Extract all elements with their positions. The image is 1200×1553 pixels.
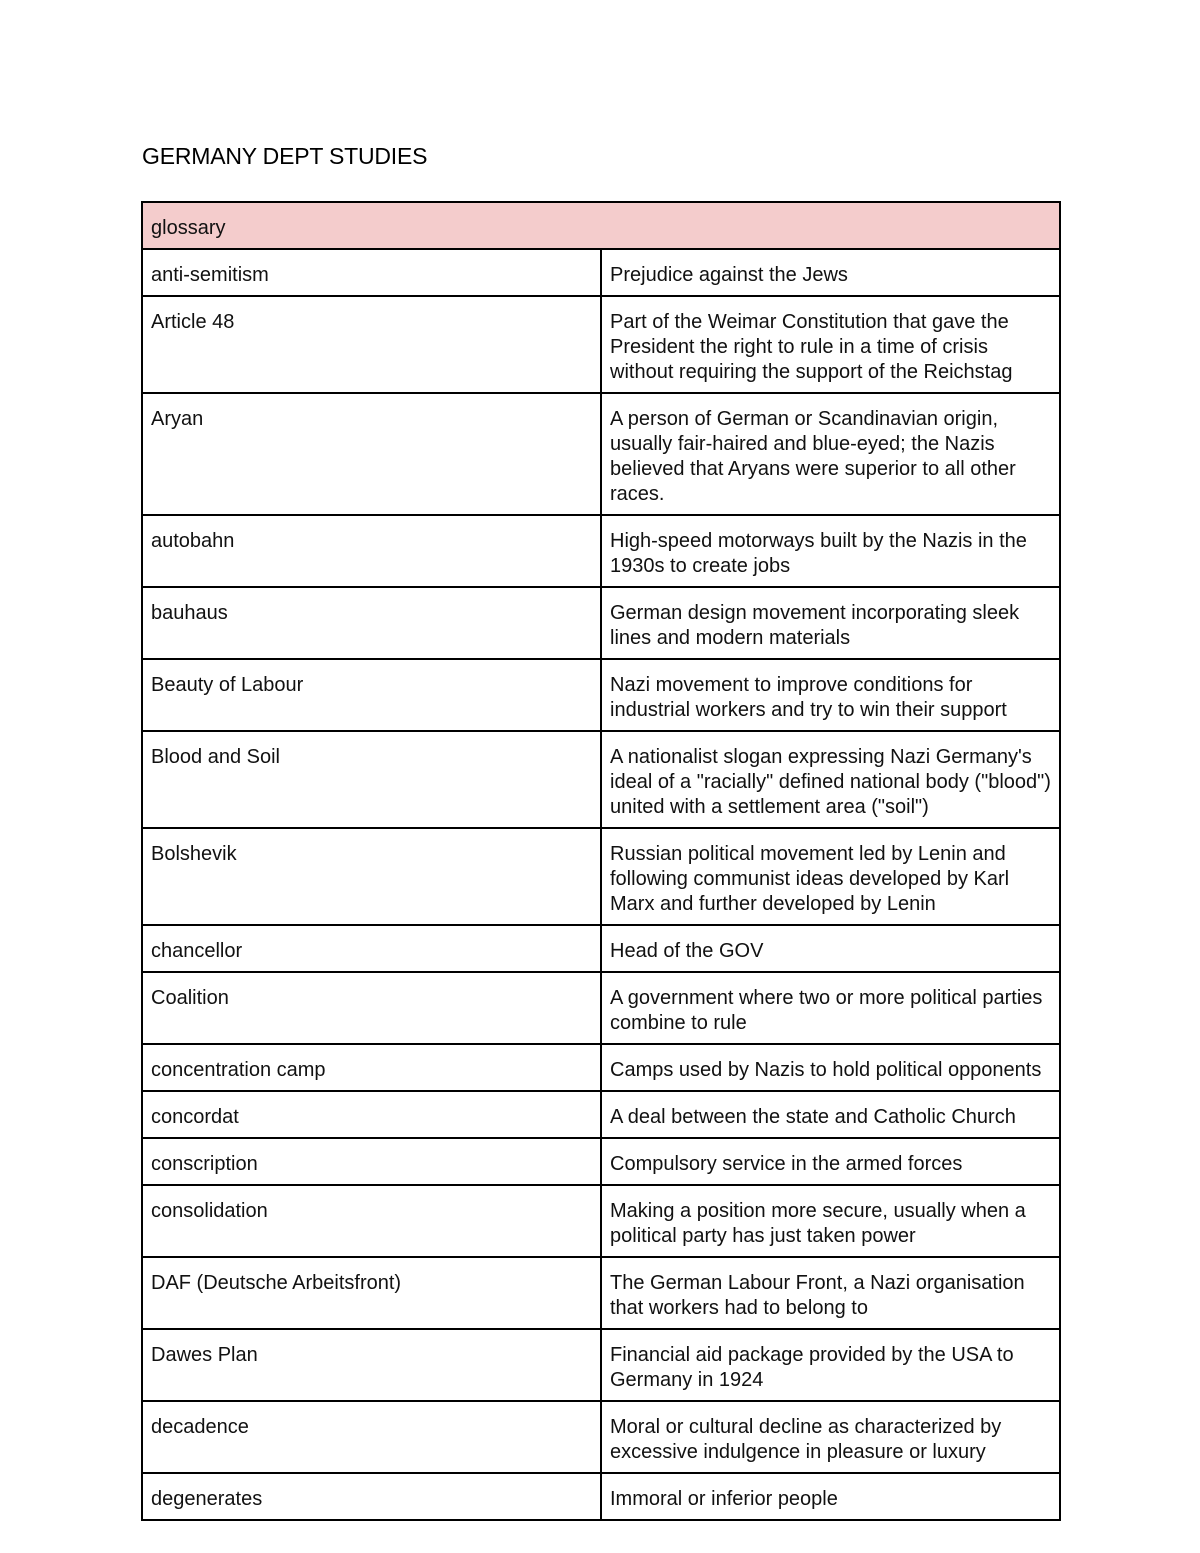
- table-row: [142, 1329, 1060, 1401]
- table-row: [142, 393, 1060, 515]
- table-row: [142, 828, 1060, 925]
- glossary-definition: Making a position more secure, usually when a political party has just taken power: [601, 1185, 1060, 1257]
- table-row: [142, 731, 1060, 828]
- table-row: [142, 587, 1060, 659]
- glossary-definition: High-speed motorways built by the Nazis in the 1930s to create jobs: [601, 515, 1060, 587]
- glossary-definition: Nazi movement to improve conditions for industrial workers and try to win their support: [601, 659, 1060, 731]
- glossary-definition: Compulsory service in the armed forces: [601, 1138, 1060, 1185]
- table-row: [142, 1091, 1060, 1138]
- glossary-definition: Head of the GOV: [601, 925, 1060, 972]
- glossary-term: concordat: [142, 1091, 601, 1138]
- table-row: [142, 1138, 1060, 1185]
- table-row: [142, 1473, 1060, 1520]
- table-row: [142, 925, 1060, 972]
- table-row: [142, 1185, 1060, 1257]
- glossary-definition: German design movement incorporating sleek lines and modern materials: [601, 587, 1060, 659]
- glossary-term: concentration camp: [142, 1044, 601, 1091]
- glossary-term: chancellor: [142, 925, 601, 972]
- glossary-term: anti-semitism: [142, 249, 601, 296]
- glossary-term: Aryan: [142, 393, 601, 515]
- glossary-term: degenerates: [142, 1473, 601, 1520]
- glossary-term: conscription: [142, 1138, 601, 1185]
- glossary-term: Article 48: [142, 296, 601, 393]
- page-title: GERMANY DEPT STUDIES: [142, 143, 428, 169]
- table-row: [142, 659, 1060, 731]
- glossary-definition: A deal between the state and Catholic Church: [601, 1091, 1060, 1138]
- table-row: [142, 249, 1060, 296]
- table-row: [142, 1401, 1060, 1473]
- glossary-definition: Camps used by Nazis to hold political opponents: [601, 1044, 1060, 1091]
- glossary-term: consolidation: [142, 1185, 601, 1257]
- glossary-table: [141, 201, 1061, 1521]
- glossary-definition: Part of the Weimar Constitution that gave the President the right to rule in a time of crisis without requiring the support of the Reichstag: [601, 296, 1060, 393]
- glossary-definition: Financial aid package provided by the USA to Germany in 1924: [601, 1329, 1060, 1401]
- table-row: [142, 296, 1060, 393]
- table-row: [142, 1044, 1060, 1091]
- glossary-definition: Moral or cultural decline as characterized by excessive indulgence in pleasure or luxury: [601, 1401, 1060, 1473]
- glossary-term: Blood and Soil: [142, 731, 601, 828]
- glossary-definition: A nationalist slogan expressing Nazi Germany's ideal of a "racially" defined national body ("blood") united with a settlement area ("soil"): [601, 731, 1060, 828]
- glossary-definition: Prejudice against the Jews: [601, 249, 1060, 296]
- glossary-definition: The German Labour Front, a Nazi organisation that workers had to belong to: [601, 1257, 1060, 1329]
- glossary-definition: Immoral or inferior people: [601, 1473, 1060, 1520]
- table-row: [142, 1257, 1060, 1329]
- table-row: [142, 515, 1060, 587]
- table-row: [142, 972, 1060, 1044]
- glossary-term: decadence: [142, 1401, 601, 1473]
- glossary-definition: A government where two or more political parties combine to rule: [601, 972, 1060, 1044]
- glossary-term: Dawes Plan: [142, 1329, 601, 1401]
- glossary-term: Beauty of Labour: [142, 659, 601, 731]
- glossary-header-row: [142, 202, 1060, 249]
- glossary-header: glossary: [142, 202, 1060, 249]
- glossary-term: Coalition: [142, 972, 601, 1044]
- glossary-term: DAF (Deutsche Arbeitsfront): [142, 1257, 601, 1329]
- glossary-term: Bolshevik: [142, 828, 601, 925]
- glossary-definition: A person of German or Scandinavian origin, usually fair-haired and blue-eyed; the Nazis believed that Aryans were superior to all other races.: [601, 393, 1060, 515]
- glossary-definition: Russian political movement led by Lenin and following communist ideas developed by Karl Marx and further developed by Lenin: [601, 828, 1060, 925]
- glossary-term: autobahn: [142, 515, 601, 587]
- glossary-term: bauhaus: [142, 587, 601, 659]
